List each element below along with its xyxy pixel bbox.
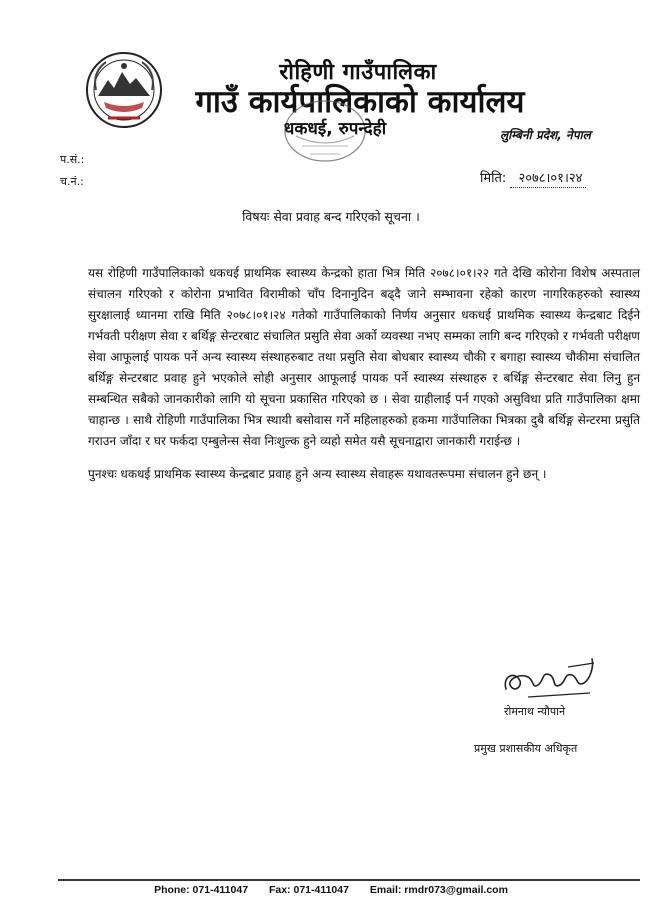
handwritten-signature-icon xyxy=(498,653,602,701)
notice-paragraph: यस रोहिणी गाउँपालिकाको धकधई प्राथमिक स्वास्थ्य केन्द्रको हाता भित्र मिति २०७८।०१।२२ गते देखि कोरोना विशेष अस्पताल संचालन गरिएको र कोरोना प्रभावित विरामीको चाँप दिनानुदिन बढ्दै जाने सम्भावना रहेको कारण नागरिकहरुको स्वास्थ्य सुरक्षालाई ध्यानमा राखि मिति २०७८।०१।२४ गतेको गाउँपालिकाको निर्णय अनुसार धकधई प्राथमिक स्वास्थ्य केन्द्रबाट दिईने गर्भवती परीक्षण सेवा र बर्थिङ्ग सेन्टरबाट संचालित प्रसुति सेवा अर्को व्यवस्था नभए सम्मका लागि बन्द गरिएको र गर्भवती परीक्षण सेवा आफूलाई पायक पर्ने अन्य स्वास्थ्य संस्थाहरुबाट तथा प्रसुति सेवा बोधबार स्वास्थ्य चौकी र बगाहा स्वास्थ्य चौकीमा संचालित बर्थिङ्ग सेन्टरबाट प्रवाह हुने भएकोले सोही अनुसार आफूलाई पायक पर्ने स्वास्थ्य संस्थाहरु र बर्थिङ्ग सेन्टरबाट सेवा लिनु हुन सम्बन्धित सबैको जानकारीको लागि यो सूचना प्रकासित गरिएको छ । सेवा ग्राहीलाई पर्न गएको असुविधा प्रति गाउँपालिका क्षमा चाहान्छ । साथै रोहिणी गाउँपालिका भित्र स्थायी बसोवास गर्ने महिलाहरुको हकमा गाउँपालिका भित्रका दुबै बर्थिङ्ग सेन्टरमा प्रसुति गराउन जाँदा र घर फर्कदा एम्बुलेन्स सेवा निःशुल्क हुने व्यहो समेत यसै सूचनाद्वारा जानकारी गराईन्छ । xyxy=(88,266,640,448)
date-label: मिति: xyxy=(480,171,507,186)
footer-contact xyxy=(0,884,662,896)
nepal-government-emblem-icon xyxy=(84,50,164,130)
signatory-title: प्रमुख प्रशासकीय अधिकृत xyxy=(474,742,578,755)
dispatch-number-label: च.नं.: xyxy=(60,175,84,188)
province-name: लुम्बिनी प्रदेश, नेपाल xyxy=(500,128,591,142)
date-value: २०७८।०१।२४ xyxy=(510,171,586,188)
footer-fax: Fax: 071-411047 xyxy=(268,884,349,896)
notice-body xyxy=(88,263,640,485)
notice-subject: विषयः सेवा प्रवाह बन्द गरिएको सूचना । xyxy=(242,209,420,224)
municipality-name: रोहिणी गाउँपालिका xyxy=(279,60,437,85)
footer-email: Email: rmdr073@gmail.com xyxy=(369,884,508,896)
office-address: धकधई, रुपन्देही xyxy=(283,119,387,139)
footer-divider xyxy=(58,879,640,881)
date-line xyxy=(480,168,586,186)
notice-postscript: पुनश्चः धकधई प्राथमिक स्वास्थ्य केन्द्रबाट प्रवाह हुने अन्य स्वास्थ्य सेवाहरू यथावतरूपमा संचालन हुने छन् । xyxy=(88,467,547,481)
footer-phone: Phone: 071-411047 xyxy=(154,884,249,896)
office-name: गाउँ कार्यपालिकाको कार्यालय xyxy=(195,84,525,120)
signatory-name: रोमनाथ न्यौपाने xyxy=(504,705,566,718)
reference-number-label: प.सं.: xyxy=(60,153,85,166)
